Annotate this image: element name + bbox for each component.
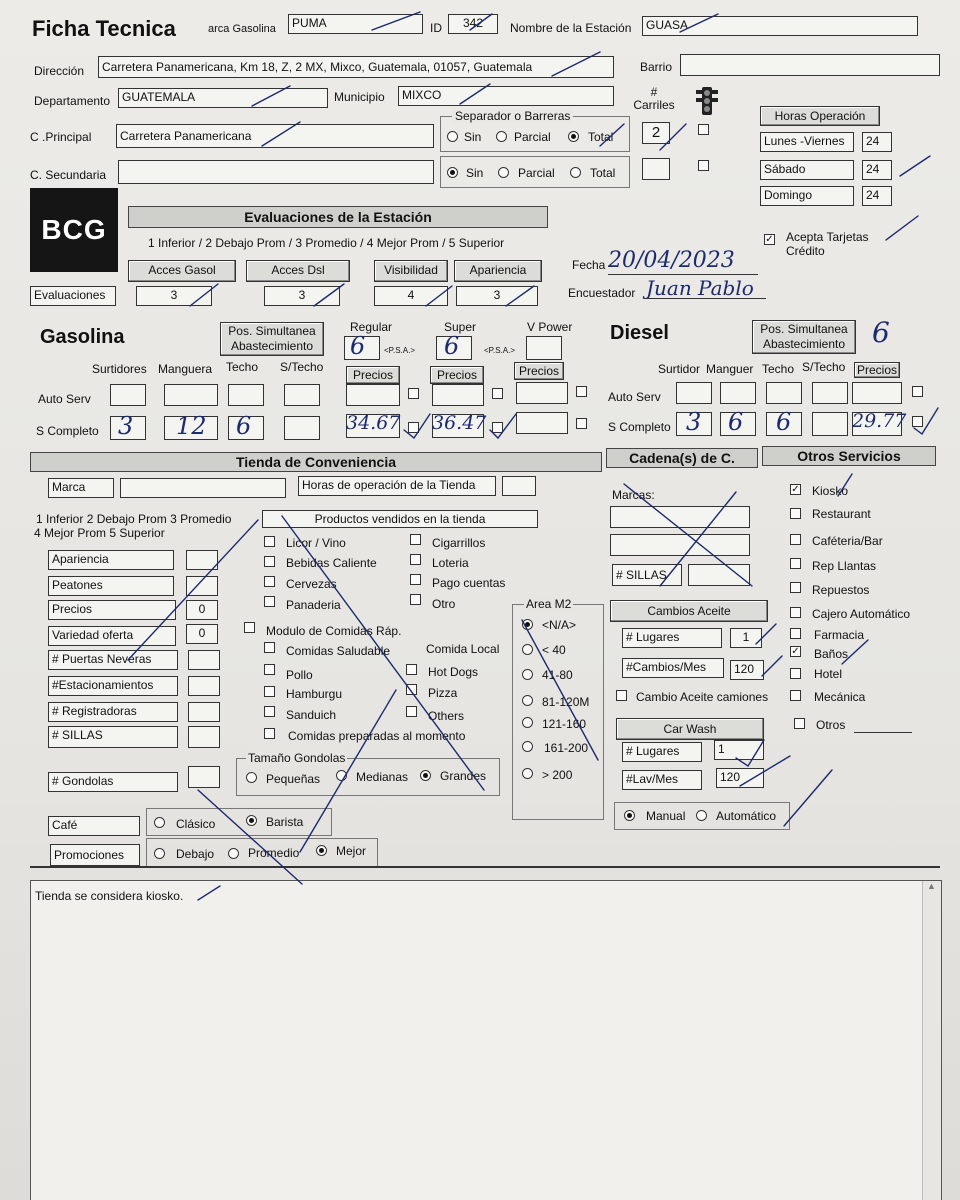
gas-col-techo: Techo: [226, 360, 259, 374]
dsl-col-manguer: Manguer: [706, 362, 754, 376]
dsl-comp-surtidor: 3: [686, 408, 702, 436]
gas-s-completo-label: S Completo: [36, 424, 99, 438]
comida-sanduich-label: Sanduich: [286, 708, 337, 722]
tienda-scale-2: 4 Mejor Prom 5 Superior: [34, 526, 165, 540]
cambios-lugares-label: # Lugares: [622, 628, 722, 648]
comida-pizza-label: Pizza: [428, 686, 458, 700]
acepta-tarjetas-label: Acepta Tarjetas Crédito: [786, 230, 869, 258]
acces-dsl-button[interactable]: Acces Dsl: [246, 260, 350, 282]
promo-mejor-label: Mejor: [336, 844, 367, 858]
cafe-label: Café: [48, 816, 140, 836]
vpower-label: V Power: [527, 320, 573, 334]
sabado-field[interactable]: 24: [862, 160, 892, 180]
cadena-marcas-label: Marcas:: [612, 488, 655, 502]
gas-comp-precio-super: 36.47: [432, 412, 487, 434]
carriles-principal-field[interactable]: 2: [642, 122, 670, 144]
area-161-200-label: 161-200: [544, 741, 589, 755]
dsl-comp-manguer: 6: [728, 408, 744, 436]
otro-farmacia-label: Farmacia: [814, 628, 865, 642]
otro-restaurant-label: Restaurant: [812, 507, 871, 521]
cw-automatico-label: Automático: [716, 809, 777, 823]
precios-super-button[interactable]: Precios: [430, 366, 484, 384]
prod-otro-label: Otro: [432, 597, 456, 611]
car-wash-button[interactable]: Car Wash: [616, 718, 764, 740]
otro-cajero-label: Cajero Automático: [812, 607, 911, 621]
dsl-comp-techo: 6: [776, 408, 792, 436]
cambios-mes-field[interactable]: 120: [730, 660, 764, 680]
visibilidad-button[interactable]: Visibilidad: [374, 260, 448, 282]
bcg-logo: BCG: [30, 188, 118, 272]
direccion-field[interactable]: Carretera Panamericana, Km 18, Z, 2 MX, Mixco, Guatemala, 01057, Guatemala: [98, 56, 614, 78]
c-principal-label: C .Principal: [30, 130, 92, 144]
diesel-pos-simultanea-button[interactable]: Pos. Simultanea Abastecimiento: [752, 320, 856, 354]
rating-peatones-label: Peatones: [48, 576, 174, 596]
tienda-horas-label: Horas de operación de la Tienda: [298, 476, 496, 496]
regular-label: Regular: [350, 320, 393, 334]
departamento-label: Departamento: [34, 94, 111, 108]
nombre-estacion-field[interactable]: GUASA: [642, 16, 918, 36]
otro-banos-checkbox[interactable]: ✓: [791, 646, 800, 657]
acces-gasol-button[interactable]: Acces Gasol: [128, 260, 236, 282]
lunes-viernes-label: Lunes -Viernes: [760, 132, 854, 152]
gondola-medianas-label: Medianas: [356, 770, 409, 784]
precios-vpower-button[interactable]: Precios: [514, 362, 564, 380]
id-label: ID: [430, 21, 442, 35]
otro-otros-label: Otros: [816, 718, 846, 732]
rating-sillas-label: # SILLAS: [48, 726, 178, 748]
promo-promedio-label: Promedio: [248, 846, 300, 860]
prod-cervezas-label: Cervezas: [286, 577, 337, 591]
domingo-label: Domingo: [760, 186, 854, 206]
prod-loteria-label: Loteria: [432, 556, 469, 570]
gas-comp-precio-regular: 34.67: [346, 412, 401, 434]
domingo-field[interactable]: 24: [862, 186, 892, 206]
evaluaciones-label: Evaluaciones: [30, 286, 116, 306]
area-121-160-label: 121-160: [542, 717, 587, 731]
acces-dsl-value[interactable]: 3: [264, 286, 340, 306]
lunes-viernes-field[interactable]: 24: [862, 132, 892, 152]
area-lt40-label: < 40: [542, 643, 566, 657]
sep-principal-total-label: Total: [588, 130, 614, 144]
departamento-field[interactable]: GUATEMALA: [118, 88, 328, 108]
prod-pago-label: Pago cuentas: [432, 576, 506, 590]
otro-repuestos-label: Repuestos: [812, 583, 870, 597]
sep-principal-sin-label: Sin: [464, 130, 482, 144]
dsl-col-stecho: S/Techo: [802, 360, 846, 374]
rating-registradoras-label: # Registradoras: [48, 702, 178, 722]
lav-mes-field[interactable]: 120: [716, 768, 764, 788]
separador-title: Separador o Barreras: [452, 109, 573, 123]
cw-manual-label: Manual: [646, 809, 686, 823]
diesel-pos-value[interactable]: 6: [872, 316, 890, 349]
psa-super-label: <P.S.A.>: [484, 346, 515, 355]
form-title: Ficha Tecnica: [32, 16, 176, 41]
id-field[interactable]: 342: [448, 14, 498, 34]
marca-gasolina-label: arca Gasolina: [208, 23, 276, 35]
gas-col-surtidores: Surtidores: [92, 362, 147, 376]
dsl-comp-precio: 29.77: [852, 410, 907, 432]
lav-mes-label: #Lav/Mes: [622, 770, 702, 790]
municipio-field[interactable]: MIXCO: [398, 86, 614, 106]
gondola-pequenas-label: Pequeñas: [266, 772, 321, 786]
encuestador-label: Encuestador: [568, 286, 636, 300]
otro-kiosko-checkbox[interactable]: ✓: [791, 484, 800, 495]
municipio-label: Municipio: [334, 90, 385, 104]
super-label: Super: [444, 320, 477, 334]
sep-secundaria-sin-label: Sin: [466, 166, 484, 180]
prod-bebidas-label: Bebidas Caliente: [286, 556, 377, 570]
comida-hamburgu-label: Hamburgu: [286, 687, 343, 701]
nombre-estacion-label: Nombre de la Estación: [510, 21, 632, 35]
fecha-label: Fecha: [572, 258, 606, 272]
cadena-header: Cadena(s) de C.: [606, 448, 758, 468]
tienda-header: Tienda de Conveniencia: [30, 452, 602, 472]
prod-panaderia-label: Panaderia: [286, 598, 341, 612]
marca-gasolina-field[interactable]: PUMA: [288, 14, 423, 34]
productos-header: Productos vendidos en la tienda: [262, 510, 538, 528]
rating-precios-field[interactable]: 0: [186, 600, 218, 620]
notes-text: Tienda se considera kiosko.: [35, 889, 184, 903]
rating-variedad-label: Variedad oferta: [48, 626, 176, 646]
cw-lugares-label: # Lugares: [622, 742, 702, 762]
otro-cafeteria-label: Caféteria/Bar: [812, 534, 883, 548]
area-gt200-label: > 200: [542, 768, 573, 782]
cambios-aceite-button[interactable]: Cambios Aceite: [610, 600, 768, 622]
rating-apariencia-label: Apariencia: [48, 550, 174, 570]
gondola-grandes-label: Grandes: [440, 769, 487, 783]
gas-comp-manguera: 12: [176, 412, 207, 440]
comida-pollo-label: Pollo: [286, 668, 313, 682]
cafe-clasico-label: Clásico: [176, 817, 216, 831]
dsl-col-techo: Techo: [762, 362, 795, 376]
visibilidad-value[interactable]: 4: [374, 286, 448, 306]
sep-secundaria-parcial-label: Parcial: [518, 166, 555, 180]
sabado-label: Sábado: [760, 160, 854, 180]
rating-puertas-label: # Puertas Neveras: [48, 650, 178, 670]
barrio-label: Barrio: [640, 60, 673, 74]
otro-rep-llantas-label: Rep Llantas: [812, 559, 877, 573]
area-na-label: <N/A>: [542, 618, 577, 632]
super-psa-value: 6: [444, 332, 460, 360]
scroll-up-icon[interactable]: ▲: [927, 881, 936, 891]
cambios-lugares-field[interactable]: 1: [730, 628, 762, 648]
cafe-barista-label: Barista: [266, 815, 304, 829]
tienda-scale-1: 1 Inferior 2 Debajo Prom 3 Promedio: [36, 512, 232, 526]
area-title: Area M2: [526, 597, 572, 611]
sep-secundaria-total-label: Total: [590, 166, 616, 180]
encuestador-value[interactable]: Juan Pablo: [646, 276, 754, 300]
direccion-label: Dirección: [34, 64, 85, 78]
otro-hotel-label: Hotel: [814, 667, 843, 681]
c-principal-field[interactable]: Carretera Panamericana: [116, 124, 434, 148]
rating-estacionamientos-label: #Estacionamientos: [48, 676, 178, 696]
c-secundaria-label: C. Secundaria: [30, 168, 107, 182]
modulo-comidas-label: Modulo de Comidas Ráp.: [266, 624, 402, 638]
gas-comp-surtidores: 3: [118, 412, 134, 440]
tienda-marca-label: Marca: [48, 478, 114, 498]
carriles-label: # Carriles: [633, 85, 675, 112]
cadena-sillas-label: # SILLAS: [612, 564, 682, 586]
otro-banos-label: Baños: [814, 647, 849, 661]
evaluaciones-header: Evaluaciones de la Estación: [128, 206, 548, 228]
diesel-precios-button[interactable]: Precios: [854, 362, 900, 378]
otro-kiosko-label: Kiosko: [812, 484, 849, 498]
cambios-mes-label: #Cambios/Mes: [622, 658, 724, 678]
regular-psa-value: 6: [350, 332, 366, 360]
cw-lugares-field[interactable]: 1: [714, 740, 764, 760]
acepta-tarjetas-checkbox[interactable]: ✓: [765, 234, 774, 245]
comidas-preparadas-label: Comidas preparadas al momento: [288, 729, 466, 743]
gas-col-manguera: Manguera: [158, 362, 213, 376]
gondolas-title: Tamaño Gondolas: [248, 751, 346, 765]
fecha-value[interactable]: 20/04/2023: [608, 248, 735, 273]
psa-regular-label: <P.S.A.>: [384, 346, 415, 355]
area-41-80-label: 41-80: [542, 668, 573, 682]
prod-cigarrillos-label: Cigarrillos: [432, 536, 486, 550]
precios-regular-button[interactable]: Precios: [346, 366, 400, 384]
comida-local-label: Comida Local: [426, 642, 500, 656]
horas-operacion-button[interactable]: Horas Operación: [760, 106, 880, 126]
promo-debajo-label: Debajo: [176, 847, 215, 861]
diesel-title: Diesel: [610, 322, 669, 344]
rating-gondolas-label: # Gondolas: [48, 772, 178, 792]
comida-others-label: Others: [428, 709, 465, 723]
comida-hotdogs-label: Hot Dogs: [428, 665, 479, 679]
apariencia-eval-value[interactable]: 3: [456, 286, 538, 306]
gas-comp-techo: 6: [236, 412, 252, 440]
otro-mecanica-label: Mecánica: [814, 690, 866, 704]
gasolina-title: Gasolina: [40, 326, 125, 348]
prod-licor-label: Licor / Vino: [286, 536, 346, 550]
rating-precios-label: Precios: [48, 600, 176, 620]
dsl-col-surtidor: Surtidor: [658, 362, 701, 376]
acces-gasol-value[interactable]: 3: [136, 286, 212, 306]
dsl-s-completo-label: S Completo: [608, 420, 671, 434]
rating-variedad-field[interactable]: 0: [186, 624, 218, 644]
evaluaciones-scale: 1 Inferior / 2 Debajo Prom / 3 Promedio / 4 Mejor Prom / 5 Superior: [148, 236, 505, 250]
gas-col-stecho: S/Techo: [280, 360, 324, 374]
promociones-label: Promociones: [50, 844, 140, 866]
otros-servicios-header: Otros Servicios: [762, 446, 936, 466]
area-81-120-label: 81-120M: [542, 695, 590, 709]
dsl-auto-serv-label: Auto Serv: [608, 390, 661, 404]
apariencia-eval-button[interactable]: Apariencia: [454, 260, 542, 282]
sep-principal-parcial-label: Parcial: [514, 130, 551, 144]
cambio-camiones-label: Cambio Aceite camiones: [636, 690, 769, 704]
gasolina-pos-simultanea-button[interactable]: Pos. Simultanea Abastecimiento: [220, 322, 324, 356]
gas-auto-serv-label: Auto Serv: [38, 392, 91, 406]
comida-saludable-label: Comidas Saludable: [286, 644, 391, 658]
